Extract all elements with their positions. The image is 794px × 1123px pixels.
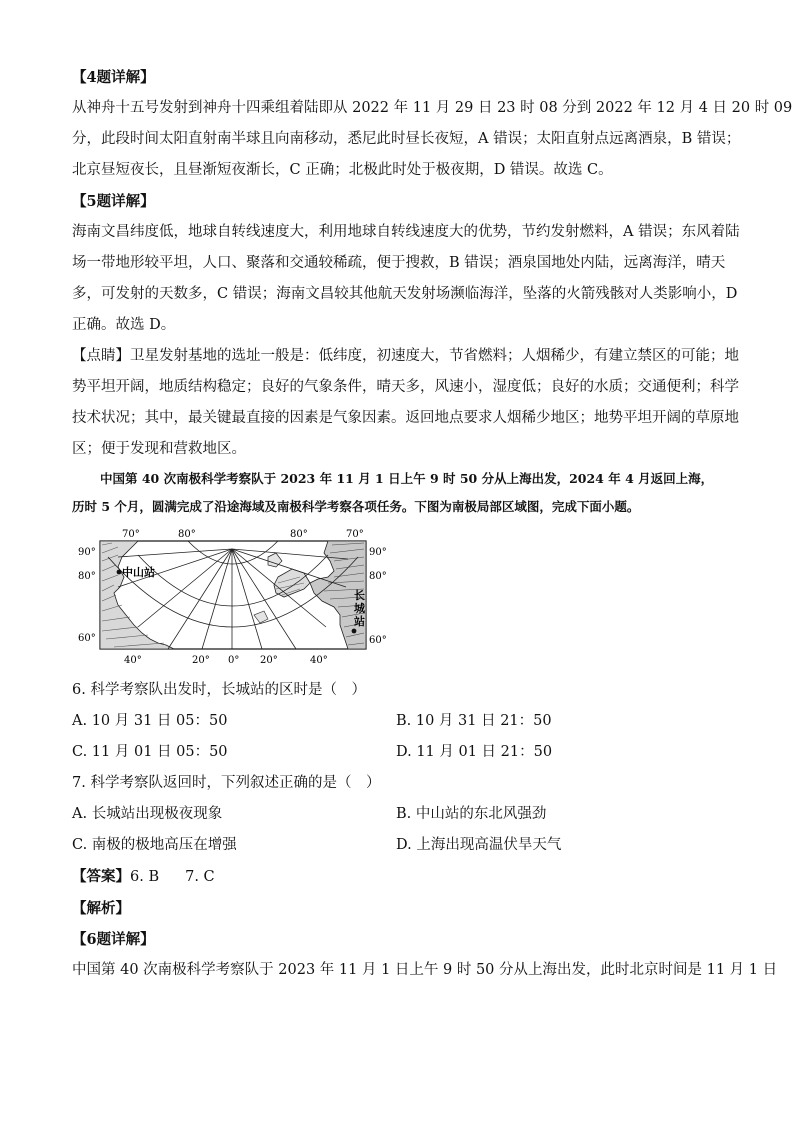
- q7-option-c: C. 南极的极地高压在增强: [72, 837, 237, 853]
- map-bottom-label-3: 0°: [228, 655, 240, 666]
- q6-option-b: B. 10 月 31 日 21：50: [396, 713, 552, 729]
- map-left-label-3: 60°: [78, 633, 96, 644]
- q4-line-2: 分，此段时间太阳直射南半球且向南移动，悉尼此时昼长夜短，A 错误；太阳直射点远离酒泉，B 错误；: [72, 131, 741, 147]
- q6detail-heading: 【6题详解】: [72, 931, 155, 948]
- zhongshan-station-label: 中山站: [122, 566, 155, 579]
- q6-options-row-2: [72, 737, 722, 768]
- changcheng-station-dot: [352, 629, 357, 634]
- map-bottom-label-4: 20°: [260, 655, 278, 666]
- tip-line-1: 【点睛】卫星发射基地的选址一般是：低纬度，初速度大，节省燃料；人烟稀少，有建立禁区的可能；地: [72, 348, 739, 364]
- q5-heading: 【5题详解】: [72, 193, 155, 210]
- map-bottom-label-5: 40°: [310, 655, 328, 666]
- q7-option-a: A. 长城站出现极夜现象: [72, 806, 223, 822]
- q4-line-1: 从神舟十五号发射到神舟十四乘组着陆即从 2022 年 11 月 29 日 23 时 08 分到 2022 年 12 月 4 日 20 时 09: [72, 100, 793, 116]
- q6detail-line-1: 中国第 40 次南极科学考察队于 2023 年 11 月 1 日上午 9 时 50 分从上海出发，此时北京时间是 11 月 1 日: [72, 962, 778, 978]
- q7-option-b: B. 中山站的东北风强劲: [396, 806, 547, 822]
- q7-options-row-2: [72, 830, 722, 861]
- q7-options-row-1: [72, 799, 722, 830]
- q6-option-d: D. 11 月 01 日 21：50: [396, 744, 553, 760]
- analysis-label: 【解析】: [72, 900, 130, 917]
- q6-option-a: A. 10 月 31 日 05：50: [72, 713, 228, 729]
- changcheng-station-label-2: 城: [354, 602, 365, 615]
- map-left-label-2: 80°: [78, 571, 96, 582]
- tip-line-2: 势平坦开阔，地质结构稳定；良好的气象条件，晴天多，风速小，湿度低；良好的水质；交通便利；科学: [72, 379, 739, 395]
- map-left-label-1: 90°: [78, 547, 96, 558]
- answer-7: 7. C: [185, 869, 215, 885]
- map-right-label-2: 80°: [369, 571, 387, 582]
- q7-option-d: D. 上海出现高温伏旱天气: [396, 837, 562, 853]
- q5-line-1: 海南文昌纬度低，地球自转线速度大，利用地球自转线速度大的优势，节约发射燃料，A 错误；东风着陆: [72, 224, 740, 240]
- changcheng-station-label-1: 长: [354, 589, 365, 602]
- zhongshan-station-dot: [117, 570, 122, 575]
- antarctic-map-svg: [78, 527, 388, 667]
- q5-line-3: 多，可发射的天数多，C 错误；海南文昌较其他航天发射场濒临海洋，坠落的火箭残骸对人类影响小，D: [72, 286, 738, 302]
- tip-line-3: 技术状况；其中，最关键最直接的因素是气象因素。返回地点要求人烟稀少地区；地势平坦开阔的草原地: [72, 410, 739, 426]
- q4-heading: 【4题详解】: [72, 69, 155, 86]
- map-top-label-3: 80°: [290, 529, 308, 540]
- q5-line-4: 正确。故选 D。: [72, 317, 176, 333]
- changcheng-station-label-3: 站: [354, 615, 365, 628]
- tip-line-4: 区；便于发现和营救地区。: [72, 441, 246, 457]
- q6-option-c: C. 11 月 01 日 05：50: [72, 744, 228, 760]
- answer-6: 6. B: [130, 869, 160, 885]
- map-top-label-4: 70°: [346, 529, 364, 540]
- q6-stem: 6. 科学考察队出发时，长城站的区时是（ ）: [72, 682, 366, 698]
- map-top-label-1: 70°: [122, 529, 140, 540]
- q4-line-3: 北京昼短夜长，且昼渐短夜渐长，C 正确；北极此时处于极夜期，D 错误。故选 C。: [72, 162, 613, 178]
- q6-options-row-1: [72, 706, 722, 737]
- map-top-label-2: 80°: [178, 529, 196, 540]
- intro-line-1: 中国第 40 次南极科学考察队于 2023 年 11 月 1 日上午 9 时 50 分从上海出发，2024 年 4 月返回上海，: [100, 471, 714, 486]
- document-page: [72, 62, 793, 986]
- answer-line: [72, 861, 722, 893]
- q5-line-2: 场一带地形较平坦，人口、聚落和交通较稀疏，便于搜救，B 错误；酒泉国地处内陆，远离海洋，晴天: [72, 255, 726, 271]
- intro-line-2: 历时 5 个月，圆满完成了沿途海域及南极科学考察各项任务。下图为南极局部区域图，完成下面小题。: [72, 499, 640, 514]
- map-right-label-3: 60°: [369, 635, 387, 646]
- answer-label: 【答案】: [72, 868, 130, 885]
- q7-stem: 7. 科学考察队返回时，下列叙述正确的是（ ）: [72, 775, 381, 791]
- map-bottom-label-2: 20°: [192, 655, 210, 666]
- map-right-label-1: 90°: [369, 547, 387, 558]
- map-bottom-label-1: 40°: [124, 655, 142, 666]
- antarctic-map-figure: [78, 527, 388, 667]
